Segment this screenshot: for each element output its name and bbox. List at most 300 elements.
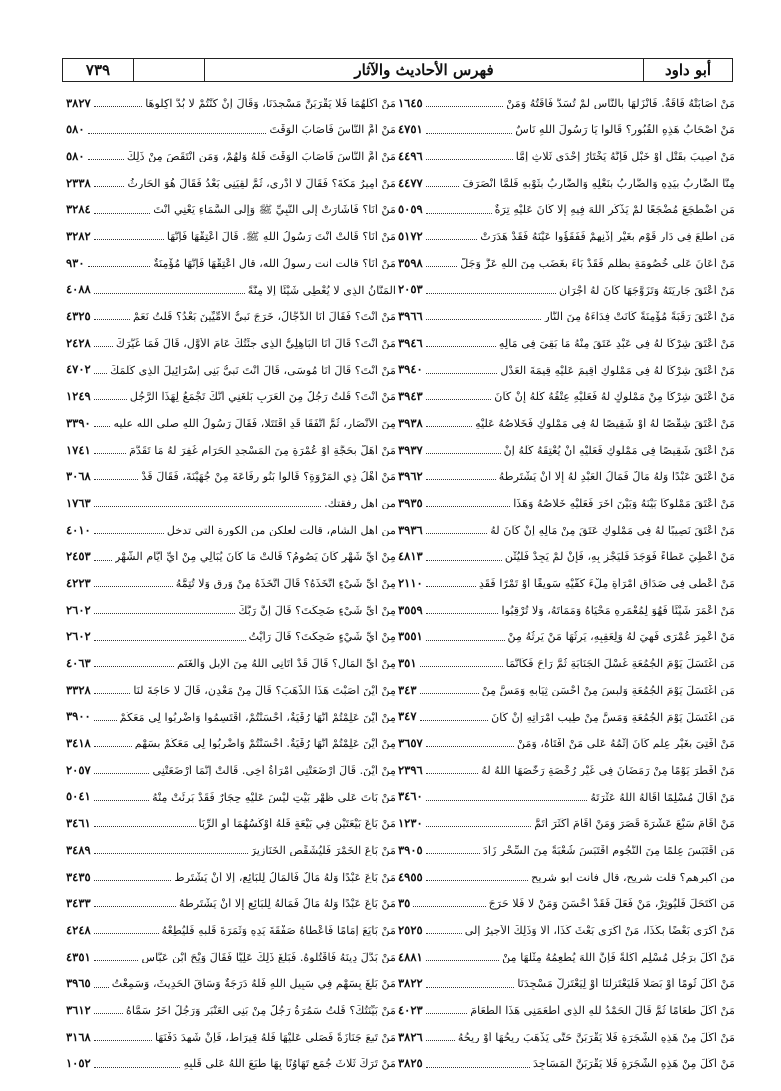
index-entry [66, 330, 396, 357]
hadith-number: ٣٨٢٧ [66, 95, 91, 110]
hadith-number: ١٠٥٢ [66, 1056, 91, 1071]
entry-text: مَنْ أَمِيرُ مَكَّةَ؟ فَقَالَ لَا أَدْرِي، ثُمَّ لَقِيَنِي بَعْدُ فَقَالَ هُوَ الْحَارِثُ [127, 177, 396, 189]
hadith-number: ٤٨٨١ [398, 949, 423, 964]
hadith-number: ١٢٤٩ [66, 389, 91, 404]
entry-text: مَنْ أَعْتَقَ جَارِيَتَهُ وَتَزَوَّجَهَا كَانَ لَهُ أَجْرَانِ [558, 284, 735, 296]
dot-leader [94, 960, 139, 961]
dot-leader [426, 533, 488, 534]
index-entry [398, 704, 735, 731]
index-entry [398, 997, 735, 1024]
entry-text: مَنِ اضْطَجَعَ مُضْجَعًا لَمْ يَذْكُرِ اللهَ فِيهِ إِلَّا كَانَ عَلَيْهِ تِرَةٌ [494, 204, 735, 216]
dot-leader [426, 453, 501, 454]
index-entry [398, 731, 735, 758]
hadith-number: ٤٤٧٧ [398, 175, 423, 190]
entry-text: مِنْ أَيْنَ عَلِمْتُمْ أَنَّهَا رُقْيَةٌ، أَحْسَنْتُمْ، اقْتَسِمُوا وَاضْرِبُوا لِي مَعَكُمْ [119, 711, 396, 723]
index-entry [66, 517, 396, 544]
dot-leader [88, 266, 151, 267]
hadith-number: ٣٨٢٥ [398, 1056, 423, 1071]
entry-text: مَنْ بَيِّنَتُكَ؟ قُلْتُ سَمُرَةُ رَجُلٌ مِنْ بَنِي الْعَنْبَرِ وَرَجُلٌ آخَرُ سَمَّاهُ [125, 1005, 396, 1017]
entry-text: مَنْ أَعْتَقَ شِرْكًا لَهُ فِي عَبْدٍ عَتَقَ مِنْهُ مَا بَقِيَ فِي مَالِهِ [498, 337, 735, 350]
index-entry [66, 384, 396, 411]
dot-leader [94, 506, 321, 507]
hadith-number: ٣٩٣٧ [398, 442, 423, 457]
entry-text: مِنْ أَيْنَ. قَالَ أَرْضَعَتْنِي امْرَأَةُ أَخِي. قَالَتْ إِنَّمَا أَرْضَعَتْنِي [152, 764, 396, 777]
index-entry [398, 304, 735, 331]
dot-leader [426, 106, 504, 107]
index-entry [66, 891, 396, 918]
index-entry [398, 1051, 735, 1078]
hadith-number: ٤٤٩٦ [398, 148, 423, 163]
entry-text: مَنْ أَنْتَ؟ فَقَالَ أَنَا الدَّجَّالُ، خَرَجَ نَبِيُّ الْأُمِّيِّينَ بَعْدُ؟ قُلْتُ نَعَمْ [132, 311, 396, 323]
dot-leader [413, 906, 485, 907]
entry-text: مَنْ بَاعَ الْخَمْرَ فَلْيُشَقِّصِ الْخَنَازِيرَ [250, 844, 396, 857]
entry-text: مَنْ أُعْطِيَ عَطَاءً فَوَجَدَ فَلْيَجْزِ بِهِ، فَإِنْ لَمْ يَجِدْ فَلْيُثْنِ [504, 551, 735, 563]
entry-text: مِنَ الْأَنْصَارِ، ثُمَّ اتَّفَقَا قَدِ اقْتَتَلَا، فَقَالَ رَسُولُ اللهِ صلى الله عليه [113, 417, 396, 430]
entry-text: مَنِ اكْتَحَلَ فَلْيُوتِرْ، مَنْ فَعَلَ فَقَدْ أَحْسَنَ وَمَنْ لَا فَلَا حَرَجَ [488, 898, 735, 910]
hadith-number: ١٦٤٥ [398, 95, 423, 110]
entry-text: مَنْ أَنْتَ؟ قُلْتُ رَجُلٌ مِنَ الْعَرَبِ بَلَغَنِي أَنَّكَ تَجْمَعُ لِهَذَا الرَّجُلِ [129, 391, 396, 403]
entry-text: مَنْ أَصْحَابُ هَذِهِ الْقُبُورِ؟ قَالُوا يَا رَسُولَ اللهِ نَاسٌ [515, 124, 735, 136]
index-entry [66, 837, 396, 864]
index-entry [398, 143, 735, 170]
hadith-number: ٣٥ [398, 896, 411, 911]
entry-text: مِنْ أَيْنَ أَصَبْتَ هَذَا الذَّهَبَ؟ قَالَ مِنْ مَعْدِنٍ، قَالَ لَا حَاجَةَ لَنَا [133, 684, 396, 697]
index-entry [398, 223, 735, 250]
hadith-number: ٤٠١٠ [66, 522, 91, 537]
entry-text: مَنْ تَبِعَ جَنَازَةً فَصَلَّى عَلَيْهَا فَلَهُ قِيرَاطٌ، فَإِنْ شَهِدَ دَفْنَهَا [155, 1031, 396, 1043]
entry-text: مَنْ بَاعَ عَبْدًا وَلَهُ مَالٌ فَمَالُهُ لِلْبَائِعِ إِلَّا أَنْ يَشْتَرِطَهُ [178, 898, 396, 910]
dot-leader [426, 1040, 455, 1041]
index-entry [66, 90, 396, 117]
hadith-number: ٣٥٥٩ [398, 602, 423, 617]
entry-text: من اهل الشام، قالت لعلكن من الكورة التي تدخل [166, 524, 396, 536]
dot-leader [94, 666, 174, 667]
dot-leader [426, 186, 460, 187]
dot-leader [94, 586, 173, 587]
dot-leader [426, 773, 479, 774]
dot-leader [426, 373, 498, 374]
entry-text: مِنْ أَيِّ شَيْءٍ ضَحِكْتَ؟ قَالَ إِنَّ رَبَّكَ [238, 604, 396, 616]
index-entry [66, 170, 396, 197]
index-entry [66, 490, 396, 517]
index-entry [66, 1051, 396, 1078]
entry-text: مَنْ أَنْتَ؟ قَالَ أَنَا مُوسَى، قَالَ أَنْتَ نَبِيُّ بَنِي إِسْرَائِيلَ الَّذِي كَلَّمَكَ [110, 364, 396, 376]
entry-text: مَنْ أَنَا؟ فَأَشَارَتْ إِلَى النَّبِيِّ ﷺ وَإِلَى السَّمَاءِ يَعْنِي أَنْتَ [153, 204, 396, 216]
dot-leader [94, 560, 112, 561]
hadith-number: ٩٣٠ [66, 255, 85, 270]
index-entry [398, 917, 735, 944]
hadith-number: ٣٦١٢ [66, 1002, 91, 1017]
entry-text: مَنْ أَهَلَّ بِحَجَّةٍ أَوْ عُمْرَةٍ مِنَ الْمَسْجِدِ الْحَرَامِ غُفِرَ لَهُ مَا تَقَدَّمَ [129, 444, 396, 456]
entry-text: مِنْ أَيْنَ عَلِمْتُمْ أَنَّهَا رُقْيَةٌ. أَحْسَنْتُمْ وَاضْرِبُوا لِي مَعَكُمْ بِسَهْمٍ [134, 738, 396, 750]
hadith-number: ٣٩٠٠ [66, 709, 91, 724]
hadith-number: ٢٤٢٨ [66, 335, 91, 350]
dot-leader [94, 720, 117, 721]
entry-text: مَنْ أَعَانَ عَلَى خُصُومَةٍ بِظُلْمٍ فَقَدْ بَاءَ بِغَضَبٍ مِنَ اللهِ عَزَّ وَجَلَّ [460, 257, 735, 270]
index-column-left [66, 90, 396, 1077]
entry-text: مَنْ بَاتَ عَلَى ظَهْرِ بَيْتٍ لَيْسَ عَلَيْهِ حِجَارٌ فَقَدْ بَرِئَتْ مِنْهُ [152, 791, 396, 803]
dot-leader [94, 106, 143, 107]
hadith-number: ١٢٣٠ [398, 816, 423, 831]
entry-text: مَنْ أَكَلَ مِنْ هَذِهِ الشَّجَرَةِ فَلَا يَقْرَبَنَّ الْمَسَاجِدَ [533, 1058, 735, 1070]
index-entry [398, 891, 735, 918]
index-entry [66, 197, 396, 224]
index-entry [398, 784, 735, 811]
index-entry [398, 650, 735, 677]
dot-leader [94, 987, 109, 988]
hadith-number: ٢٠٥٧ [66, 762, 91, 777]
dot-leader [94, 640, 246, 641]
entry-text: مَنْ أَعْتَقَ رَقَبَةً مُؤْمِنَةً كَانَتْ فِدَاءَهُ مِنَ النَّارِ [544, 311, 735, 323]
dot-leader [94, 213, 150, 214]
hadith-number: ٣٩٦٥ [66, 976, 91, 991]
index-entry [398, 570, 735, 597]
hadith-number: ٣٣٩٠ [66, 415, 91, 430]
entry-text: مَنْ أَعْتَقَ شِرْكًا لَهُ فِي مَمْلُوكٍ أُقِيمَ عَلَيْهِ قِيمَةَ الْعَدْلِ [500, 364, 735, 376]
hadith-number: ٣٩٦٢ [398, 469, 423, 484]
entry-text: مَنْ أَفْطَرَ يَوْمًا مِنْ رَمَضَانَ فِي غَيْرِ رُخْصَةٍ رَخَّصَهَا اللهُ لَهُ [481, 764, 735, 777]
hadith-number: ٤٢٢٣ [66, 575, 91, 590]
index-entry [398, 277, 735, 304]
index-entry [66, 997, 396, 1024]
dot-leader [426, 213, 492, 214]
dot-leader [426, 960, 499, 961]
hadith-number: ٤٧٠٢ [66, 362, 91, 377]
dot-leader [426, 853, 480, 854]
entry-text: مَنِ اطَّلَعَ فِي دَارِ قَوْمٍ بِغَيْرِ إِذْنِهِمْ فَفَقَؤُوا عَيْنَهُ فَقَدْ هَدَرَتْ [480, 231, 735, 243]
dot-leader [94, 933, 159, 934]
index-entry [398, 197, 735, 224]
dot-leader [94, 186, 125, 187]
entry-text: مَنْ أَمَّ النَّاسَ فَأَصَابَ الْوَقْتَ فَلَهُ وَلَهُمْ، وَمَنِ انْتَقَصَ مِنْ ذَلِكَ [126, 151, 396, 163]
entry-text: مَنْ تَرَكَ ثَلَاثَ جُمَعٍ تَهَاوُنًا بِهَا طَبَعَ اللهُ عَلَى قَلْبِهِ [183, 1058, 396, 1070]
hadith-number: ٥٠٤١ [66, 789, 91, 804]
entry-text: مَنْ أُفْتِيَ بِغَيْرِ عِلْمٍ كَانَ إِثْمُهُ عَلَى مَنْ أَفْتَاهُ، وَمَنْ [516, 738, 735, 750]
entry-text: مَنْ أَكَلَ مِنْ هَذِهِ الشَّجَرَةِ فَلَا يَقْرَبَنَّ حَتَّى يَذْهَبَ رِيحُهَا أَوْ رِيحُهُ [457, 1031, 735, 1043]
hadith-number: ٣٤٣٣ [66, 896, 91, 911]
index-entry [66, 677, 396, 704]
dot-leader [426, 826, 532, 827]
index-entry [398, 517, 735, 544]
entry-text: مَنْ بَايَعَ إِمَامًا فَأَعْطَاهُ صَفْقَةَ يَدِهِ وَثَمَرَةَ قَلْبِهِ فَلْيُطِعْهُ [161, 925, 396, 937]
index-entry [398, 757, 735, 784]
dot-leader [94, 693, 131, 694]
entry-text: الْمَنَّانُ الَّذِي لَا يُعْطِي شَيْئًا إِلَّا مِنَّةً [247, 284, 396, 296]
hadith-number: ٢٦٠٢ [66, 629, 91, 644]
hadith-number: ٥١٧٢ [398, 229, 423, 244]
index-entry [66, 597, 396, 624]
dot-leader [94, 800, 149, 801]
dot-leader [426, 586, 476, 587]
index-entry [398, 464, 735, 491]
dot-leader [426, 613, 499, 614]
index-entry [66, 944, 396, 971]
index-entry [398, 677, 735, 704]
hadith-number: ٣٤٦٠ [398, 789, 423, 804]
book-name: أبو داود [643, 59, 732, 81]
index-entry [66, 864, 396, 891]
hadith-number: ٣٤١٨ [66, 736, 91, 751]
entry-text: مَنْ أَعْتَقَ نَصِيبًا لَهُ فِي مَمْلُوكٍ عَتَقَ مِنْ مَالِهِ إِنْ كَانَ لَهُ [490, 524, 735, 536]
dot-leader [426, 319, 542, 320]
hadith-number: ٣٨٢٦ [398, 1029, 423, 1044]
hadith-number: ٤٨١٣ [398, 549, 423, 564]
index-entry [398, 410, 735, 437]
dot-leader [426, 933, 462, 934]
entry-text: من اهل رفقتك. [324, 498, 396, 510]
dot-leader [426, 479, 496, 480]
dot-leader [426, 133, 513, 134]
dot-leader [420, 666, 503, 667]
entry-text: مَنْ أَكَلَ بِرَجُلٍ مُسْلِمٍ أَكْلَةً فَإِنَّ اللهَ يُطْعِمُهُ مِثْلَهَا مِنْ [502, 951, 735, 963]
entry-text: من اكبرهم؟ قلت شريح، قال فانت ابو شريح [531, 871, 735, 883]
hadith-number: ٣٩٣٦ [398, 522, 423, 537]
entry-text: مَنْ أَعْمَرَ شَيْئًا فَهُوَ لِمُعْمَرِهِ مَحْيَاهُ وَمَمَاتَهُ، وَلَا تُرْقِبُوا [501, 604, 735, 616]
index-entry [398, 624, 735, 651]
dot-leader [94, 746, 132, 747]
hadith-number: ٣٩٣٨ [398, 415, 423, 430]
dot-leader [426, 1067, 530, 1068]
dot-leader [94, 453, 126, 454]
dot-leader [426, 880, 528, 881]
hadith-number: ٣٥١ [398, 656, 417, 671]
entry-text: مَنْ أَعْتَقَ شِقْصًا لَهُ أَوْ شَقِيصًا لَهُ فِي مَمْلُوكٍ فَخَلَاصُهُ عَلَيْهِ [475, 417, 735, 430]
hadith-number: ٣٠٦٨ [66, 469, 91, 484]
index-entry [66, 1024, 396, 1051]
dot-leader [426, 239, 477, 240]
dot-leader [94, 880, 172, 881]
index-entry [398, 1024, 735, 1051]
hadith-number: ٣٨٢٢ [398, 976, 423, 991]
entry-text: مَنِ اغْتَسَلَ يَوْمَ الْجُمُعَةِ وَلَبِسَ مِنْ أَحْسَنِ ثِيَابِهِ وَمَسَّ مِنْ [481, 684, 735, 697]
index-entry [398, 490, 735, 517]
dot-leader [426, 746, 514, 747]
entry-text: مَنْ أَهْلُ ذِي الْمَرْوَةِ؟ قَالُوا بَنُو رِفَاعَةَ مِنْ جُهَيْنَةَ، فَقَالَ قَدْ [141, 471, 396, 483]
index-entry [398, 944, 735, 971]
hadith-number: ٤٢٤٨ [66, 922, 91, 937]
page-header [62, 58, 733, 82]
dot-leader [426, 399, 492, 400]
dot-leader [426, 159, 513, 160]
hadith-number: ١٧٤١ [66, 442, 91, 457]
entry-text: مَنِ اقْتَبَسَ عِلْمًا مِنَ النُّجُومِ اقْتَبَسَ شُعْبَةً مِنَ السِّحْرِ زَادَ [482, 844, 735, 857]
hadith-number: ٤٣٥١ [66, 949, 91, 964]
entry-text: مَنْ أَعْتَقَ مَمْلُوكًا بَيْنَهُ وَبَيْنَ آخَرَ فَعَلَيْهِ خَلَاصُهُ وَهَذَا [513, 498, 735, 510]
page-number: ٧٣٩ [85, 61, 111, 79]
dot-leader [88, 133, 267, 134]
entry-text: مَنْ أَعْتَقَ عَبْدًا وَلَهُ مَالٌ فَمَالُ الْعَبْدِ لَهُ إِلَّا أَنْ يَشْتَرِطَهُ [498, 471, 735, 483]
hadith-number: ٣٩٠٥ [398, 842, 423, 857]
index-entry [66, 917, 396, 944]
entry-text: مَنْ أَنَا؟ قَالَتْ أَنْتَ رَسُولُ اللهِ ﷺ. قَالَ أَعْتِقْهَا فَإِنَّهَا [166, 231, 396, 243]
hadith-number: ٤٣٢٥ [66, 309, 91, 324]
entry-text: مَنْ أَعْطَى فِي صَدَاقِ امْرَأَةٍ مِلْءَ كَفَّيْهِ سَوِيقًا أَوْ تَمْرًا فَقَدِ [478, 578, 735, 590]
hadith-number: ٢١١٠ [398, 575, 423, 590]
index-entry [66, 437, 396, 464]
index-entry [66, 570, 396, 597]
index-entry [66, 650, 396, 677]
entry-text: مَنْ أَكَلَهُمَا فَلَا يَقْرَبَنَّ مَسْجِدَنَا، وَقَالَ إِنْ كُنْتُمْ لَا بُدَّ آكِلُوهَا [145, 97, 396, 109]
index-entry [398, 837, 735, 864]
entry-text: مَنْ أَكْرَى بَعْضًا بِكَذَا، مَنْ أَكْرَى بَعْثَ كَذَا، أَلَا وَذَلِكَ الْأَجِيرُ إِلَى [464, 925, 735, 937]
dot-leader [94, 346, 113, 347]
index-entry [66, 277, 396, 304]
hadith-number: ٣٩٣٥ [398, 495, 423, 510]
hadith-number: ٣٤٦١ [66, 816, 91, 831]
page-title: فهرس الأحاديث والآثار [204, 59, 643, 81]
index-entry [398, 90, 735, 117]
index-entry [66, 757, 396, 784]
hadith-number: ٣٥٩٨ [398, 255, 423, 270]
entry-text: مَنِ اغْتَسَلَ يَوْمَ الْجُمُعَةِ وَمَسَّ مِنْ طِيبِ امْرَأَتِهِ إِنْ كَانَ [491, 711, 735, 723]
entry-text: مَنْ أَمَّ النَّاسَ فَأَصَابَ الْوَقْتَ [269, 124, 396, 136]
index-entry [66, 464, 396, 491]
dot-leader [94, 319, 130, 320]
entry-text: مِنْ أَيِّ شَهْرٍ كَانَ يَصُومُ؟ قَالَتْ مَا كَانَ يُبَالِي مِنْ أَيِّ أَيَّامِ الشَّهْرِ [114, 551, 396, 563]
entry-text: مَنْ أَقَالَ مُسْلِمًا أَقَالَهُ اللهُ عَثْرَتَهُ [590, 791, 735, 803]
entry-text: مَنْ أَعْتَقَ شِرْكًا مِنْ مَمْلُوكٍ لَهُ فَعَلَيْهِ عِتْقُهُ كُلُّهُ إِنْ كَانَ [494, 391, 735, 403]
hadith-number: ٥٠٥٩ [398, 202, 423, 217]
dot-leader [94, 293, 245, 294]
dot-leader [426, 1013, 468, 1014]
hadith-number: ٣٩٦٦ [398, 309, 423, 324]
dot-leader [426, 506, 510, 507]
dot-leader [426, 293, 556, 294]
index-entry [66, 784, 396, 811]
entry-text: مَنْ أَصَابَتْهُ فَاقَةٌ. فَأَنْزَلَهَا بِالنَّاسِ لَمْ تُسَدَّ فَاقَتُهُ وَمَنْ [506, 97, 735, 109]
dot-leader [426, 346, 496, 347]
dot-leader [94, 373, 107, 374]
hadith-number: ٣٦٥٧ [398, 736, 423, 751]
dot-leader [94, 239, 164, 240]
hadith-number: ٤٠٢٣ [398, 1002, 423, 1017]
hadith-number: ٤٠٨٨ [66, 282, 91, 297]
entry-text: مِنْ أَيِّ شَيْءٍ ضَحِكْتَ؟ قَالَ رَأَيْتُ [248, 631, 396, 643]
entry-text: مَنْ أَكَلَ ثُومًا أَوْ بَصَلًا فَلْيَعْتَزِلْنَا أَوْ لِيَعْتَزِلْ مَسْجِدَنَا [517, 978, 735, 990]
hadith-number: ٣٤٣٥ [66, 869, 91, 884]
index-entry [66, 811, 396, 838]
entry-text: مَنْ بَدَّلَ دِينَهُ فَاقْتُلُوهُ. فَبَلَغَ ذَلِكَ عَلِيًّا فَقَالَ وَيْحَ ابْنِ عَبَّاسٍ [141, 951, 396, 963]
hadith-number: ٤٧٥١ [398, 122, 423, 137]
index-entry [398, 437, 735, 464]
hadith-number: ٣٤٣ [398, 682, 417, 697]
entry-text: مِنْ أَيِّ شَيْءٍ اتَّخَذَهُ؟ قَالَ اتَّخَذَهُ مِنْ وَرِقٍ وَلَا تُتِمَّهُ [175, 578, 396, 590]
dot-leader [94, 773, 150, 774]
hadith-number: ٢٦٠٢ [66, 602, 91, 617]
dot-leader [94, 826, 196, 827]
entry-text: مَنْ بَاعَ بَيْعَتَيْنِ فِي بَيْعَةٍ فَلَهُ أَوْكَسُهُمَا أَوِ الرِّبَا [198, 818, 396, 830]
entry-text: مَنْ أَقَامَ سَبْعَ عَشْرَةَ قَصَرَ وَمَنْ أَقَامَ أَكْثَرَ أَتَمَّ [534, 818, 735, 830]
entry-text: مَنْ بَلَغَ بِسَهْمٍ فِي سَبِيلِ اللهِ فَلَهُ دَرَجَةٌ وَسَاقَ الْحَدِيثَ، وَسَمِعْتُ [111, 978, 396, 990]
entry-text: مَنْ أُصِيبَ بِقَتْلٍ أَوْ خَبْلٍ فَإِنَّهُ يَخْتَارُ إِحْدَى ثَلَاثٍ إِمَّا [515, 151, 735, 163]
index-entry [398, 384, 735, 411]
dot-leader [420, 693, 479, 694]
dot-leader [88, 159, 124, 160]
hadith-number: ٢٥٢٥ [398, 922, 423, 937]
dot-leader [426, 266, 457, 267]
entry-text: مَنْ أَعْتَقَ شَقِيصًا فِي مَمْلُوكٍ فَعَلَيْهِ أَنْ يُعْتِقَهُ كُلَّهُ إِنْ [503, 444, 735, 456]
hadith-number: ٢٠٥٣ [398, 282, 423, 297]
index-entry [66, 624, 396, 651]
hadith-number: ٣١٦٨ [66, 1029, 91, 1044]
dot-leader [94, 399, 127, 400]
entry-text: مَنْ أَنْتَ؟ قَالَ أَنَا الْبَاهِلِيُّ الَّذِي جِئْتُكَ عَامَ الْأَوَّلِ، قَالَ فَمَا غَيَّرَكَ [115, 337, 396, 350]
index-entry [398, 170, 735, 197]
entry-text: مِنْ أَيِّ الْمَالِ؟ قَالَ قَدْ أَتَانِي اللهُ مِنَ الْإِبِلِ وَالْغَنَمِ [177, 658, 396, 670]
index-entry [398, 250, 735, 277]
dot-leader [94, 853, 248, 854]
dot-leader [426, 987, 515, 988]
index-entry [66, 731, 396, 758]
index-entry [66, 143, 396, 170]
hadith-number: ٣٤٨٩ [66, 842, 91, 857]
hadith-number: ٢٣٣٨ [66, 175, 91, 190]
index-entry [66, 410, 396, 437]
index-entry [398, 117, 735, 144]
hadith-number: ٤٩٥٥ [398, 869, 423, 884]
dot-leader [426, 426, 472, 427]
index-entry [66, 250, 396, 277]
dot-leader [426, 800, 588, 801]
index-entry [66, 704, 396, 731]
hadith-number: ٣٣٢٨ [66, 682, 91, 697]
hadith-number: ٣٩٤٣ [398, 389, 423, 404]
hadith-number: ٢٤٥٣ [66, 549, 91, 564]
index-entry [398, 597, 735, 624]
index-entry [66, 971, 396, 998]
index-column-right [398, 90, 735, 1077]
dot-leader [420, 720, 489, 721]
index-entry [398, 864, 735, 891]
hadith-number: ٣٥٥١ [398, 629, 423, 644]
index-entry [398, 971, 735, 998]
dot-leader [94, 613, 236, 614]
hadith-number: ٣٢٨٢ [66, 229, 91, 244]
dot-leader [94, 1013, 123, 1014]
hadith-number: ١٧٦٣ [66, 495, 91, 510]
dot-leader [94, 426, 111, 427]
dot-leader [94, 533, 164, 534]
index-entry [66, 544, 396, 571]
entry-text: مَنِ اغْتَسَلَ يَوْمَ الْجُمُعَةِ غُسْلَ الْجَنَابَةِ ثُمَّ رَاحَ فَكَأَنَّمَا [505, 658, 735, 670]
entry-text: مَنْ أَكَلَ طَعَامًا ثُمَّ قَالَ الْحَمْدُ للهِ الَّذِي أَطْعَمَنِي هَذَا الطَّعَامَ [470, 1005, 735, 1017]
hadith-number: ٥٨٠ [66, 122, 85, 137]
index-entry [66, 304, 396, 331]
dot-leader [426, 640, 505, 641]
dot-leader [94, 906, 176, 907]
dot-leader [94, 1040, 152, 1041]
dot-leader [94, 479, 139, 480]
hadith-number: ٥٨٠ [66, 148, 85, 163]
hadith-number: ٤٠٦٣ [66, 656, 91, 671]
index-entry [398, 811, 735, 838]
hadith-number: ٣٤٧ [398, 709, 417, 724]
hadith-number: ٣٢٨٤ [66, 202, 91, 217]
index-entry [398, 357, 735, 384]
header-empty-cell [133, 59, 204, 81]
index-entry [66, 223, 396, 250]
hadith-number: ٢٣٩٦ [398, 762, 423, 777]
hadith-number: ٣٩٤٠ [398, 362, 423, 377]
hadith-number: ٣٩٤٦ [398, 335, 423, 350]
index-entry [66, 357, 396, 384]
dot-leader [426, 560, 502, 561]
index-entry [398, 330, 735, 357]
dot-leader [94, 1067, 181, 1068]
entry-text: مِنَّا الضَّارِبُ بِيَدِهِ وَالضَّارِبُ بِنَعْلِهِ وَالضَّارِبُ بِثَوْبِهِ فَلَمَّا انْصَرَفَ [462, 177, 735, 189]
index-entry [398, 544, 735, 571]
entry-text: مَنْ بَاعَ عَبْدًا وَلَهُ مَالٌ فَالْمَالُ لِلْبَائِعِ، إِلَّا أَنْ يَشْتَرِطَ [174, 871, 396, 883]
